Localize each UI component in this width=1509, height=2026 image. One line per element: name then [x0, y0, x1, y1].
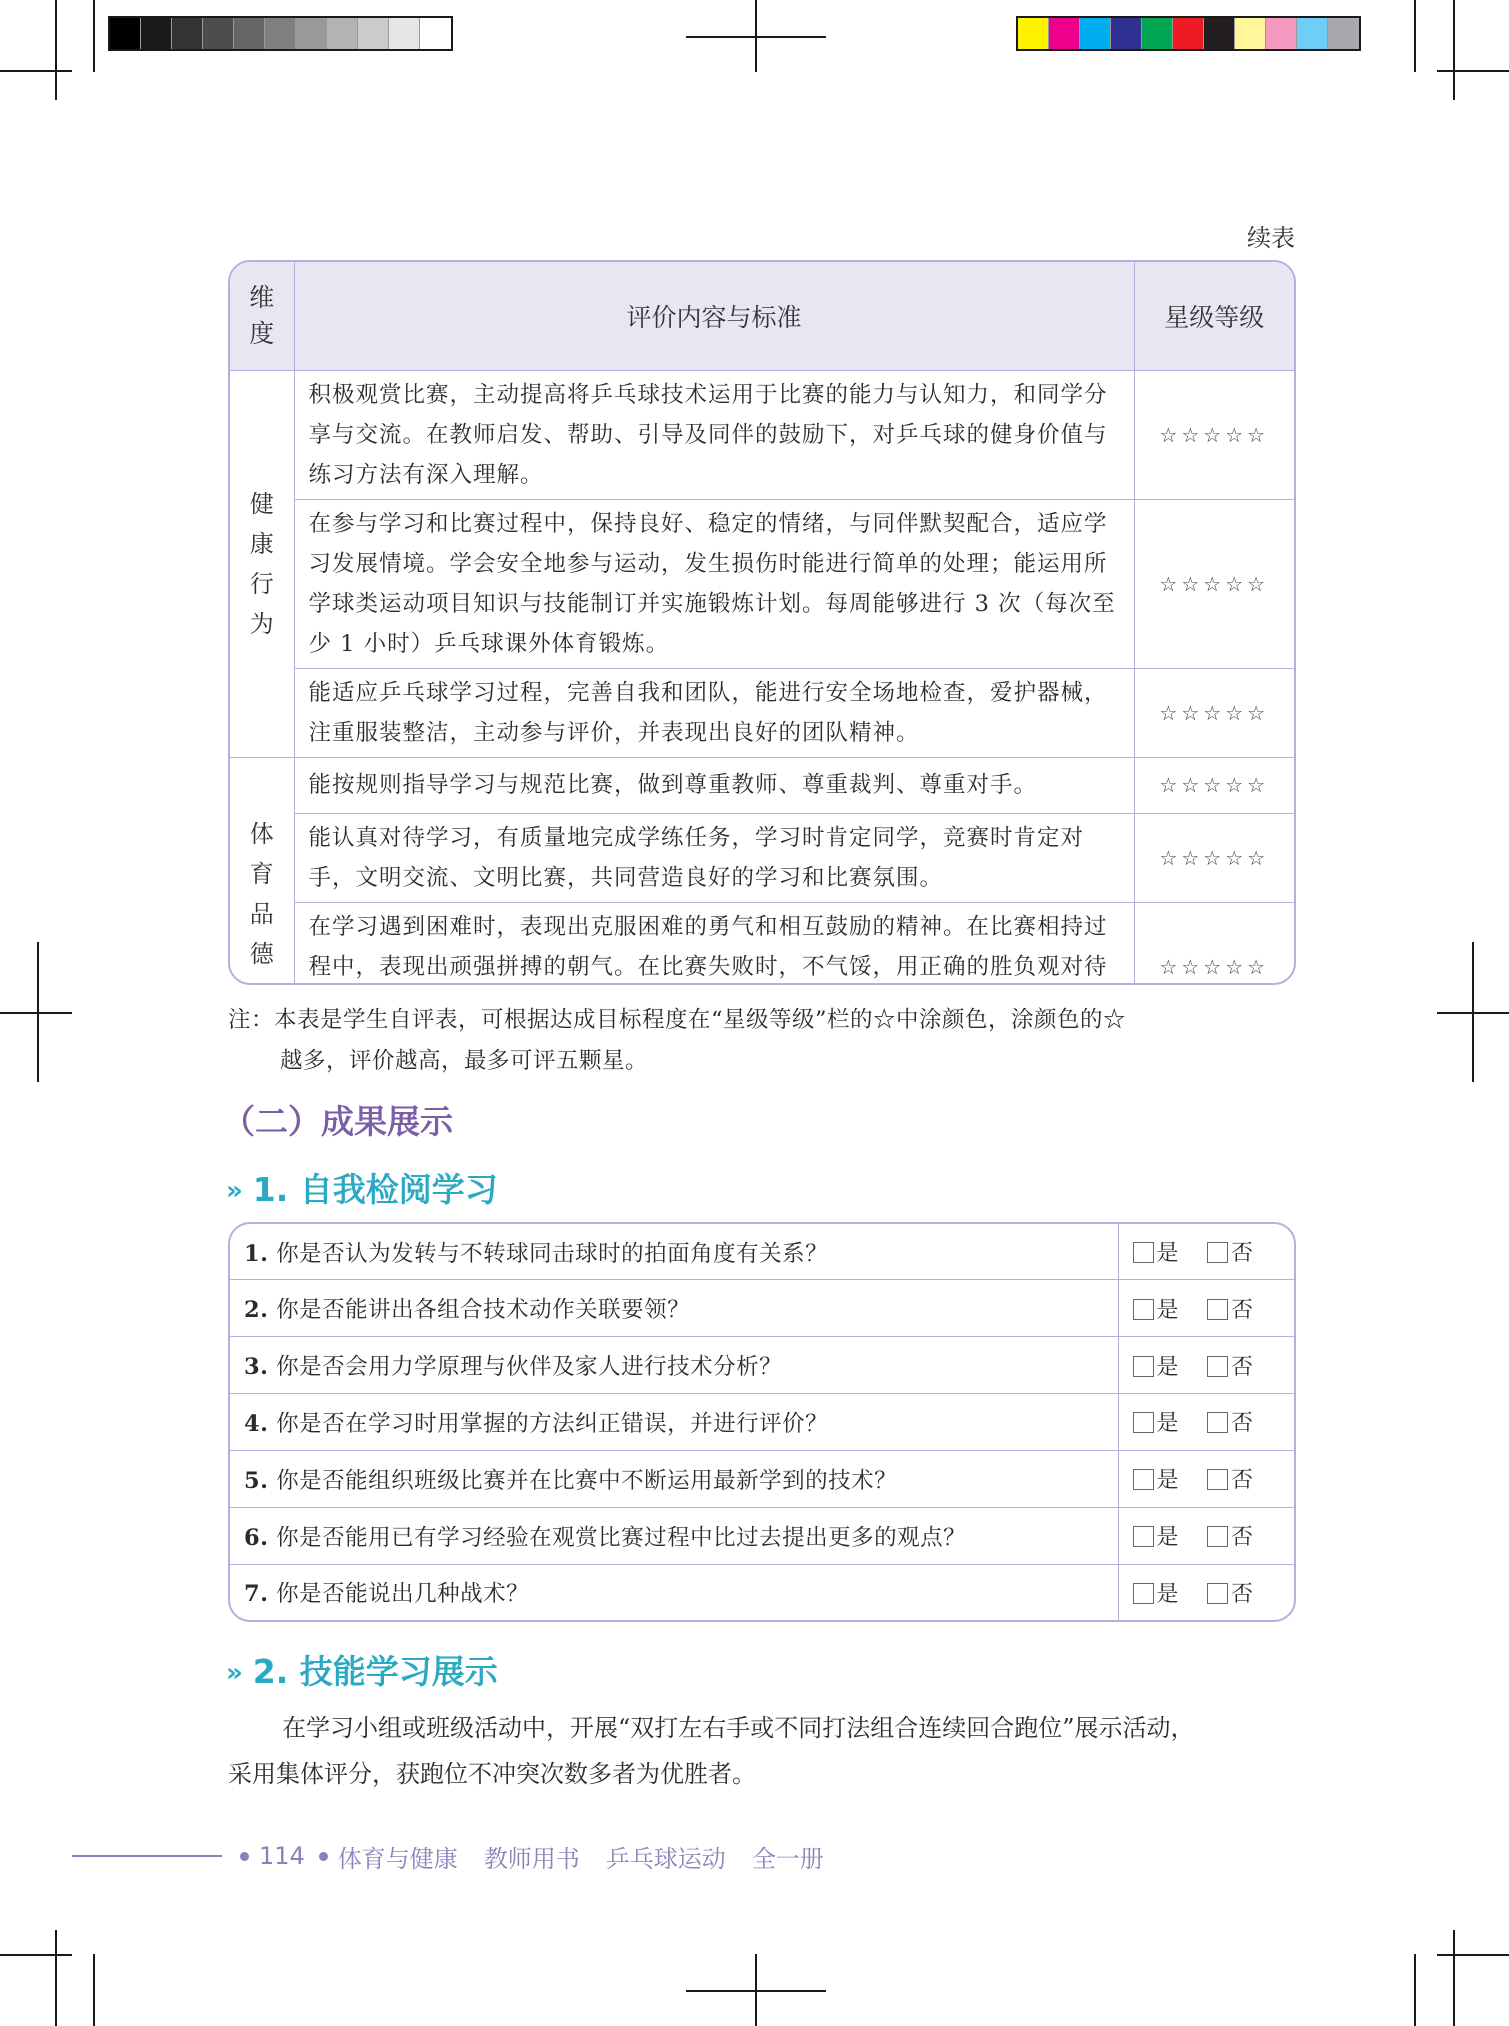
yes-option[interactable]	[1133, 1577, 1180, 1608]
question-number: 3.	[244, 1354, 269, 1381]
question-text: 你是否认为发转与不转球同击球时的拍面角度有关系？	[276, 1240, 829, 1267]
answer-cell	[1118, 1337, 1294, 1394]
checkbox-yes[interactable]	[1133, 1412, 1154, 1433]
table-row	[230, 902, 1294, 985]
checkbox-yes[interactable]	[1133, 1583, 1154, 1604]
checkbox-no[interactable]	[1207, 1299, 1228, 1320]
no-option[interactable]	[1207, 1520, 1254, 1551]
color-calibration-bar	[1016, 16, 1361, 51]
color-swatch	[203, 18, 234, 49]
criteria-text: 能按规则指导学习与规范比赛，做到尊重教师、尊重裁判、尊重对手。	[294, 757, 1134, 813]
criteria-text: 在学习遇到困难时，表现出克服困难的勇气和相互鼓励的精神。在比赛相持过程中，表现出顽强拼搏的朝气。在比赛失败时，不气馁，用正确的胜负观对待	[294, 902, 1134, 985]
color-swatch	[1111, 18, 1142, 49]
no-option[interactable]	[1207, 1236, 1254, 1267]
question-row	[230, 1224, 1294, 1280]
color-swatch	[1204, 18, 1235, 49]
page-number: 114	[259, 1842, 305, 1870]
table-row	[230, 370, 1294, 499]
yes-label: 是	[1156, 1354, 1180, 1380]
answer-cell	[1118, 1224, 1294, 1280]
subsection-title-skill-show	[226, 1646, 498, 1693]
color-swatch	[1328, 18, 1359, 49]
footer-volume: 全一册	[751, 1844, 824, 1873]
question-number: 2.	[244, 1297, 269, 1324]
table-row	[230, 499, 1294, 668]
question-cell	[230, 1564, 1118, 1620]
no-option[interactable]	[1207, 1406, 1254, 1437]
color-swatch	[358, 18, 389, 49]
criteria-text: 能适应乒乓球学习过程，完善自我和团队，能进行安全场地检查，爱护器械，注重服装整洁，主动参与评价，并表现出良好的团队精神。	[294, 668, 1134, 757]
question-row	[230, 1564, 1294, 1620]
checkbox-no[interactable]	[1207, 1583, 1228, 1604]
color-swatch	[172, 18, 203, 49]
question-cell	[230, 1280, 1118, 1337]
subsection-title-text: 1. 自我检阅学习	[252, 1170, 498, 1209]
no-option[interactable]	[1207, 1293, 1254, 1324]
paragraph-line-1: 在学习小组或班级活动中，开展“双打左右手或不同打法组合连续回合跑位”展示活动，	[282, 1714, 1195, 1742]
color-swatch	[1235, 18, 1266, 49]
no-label: 否	[1231, 1525, 1254, 1551]
header-dimension: 维度	[230, 262, 294, 370]
question-text: 你是否能说出几种战术？	[276, 1581, 530, 1608]
yes-label: 是	[1156, 1241, 1180, 1267]
question-row	[230, 1450, 1294, 1507]
criteria-text: 能认真对待学习，有质量地完成学练任务，学习时肯定同学，竞赛时肯定对手，文明交流、文明比赛，共同营造良好的学习和比赛氛围。	[294, 813, 1134, 902]
section-title: （二）成果展示	[222, 1102, 453, 1141]
color-swatch	[296, 18, 327, 49]
checkbox-no[interactable]	[1207, 1412, 1228, 1433]
color-swatch	[1049, 18, 1080, 49]
footer-kind: 教师用书	[483, 1844, 580, 1873]
checkbox-yes[interactable]	[1133, 1299, 1154, 1320]
continued-table-label: 续表	[1247, 224, 1295, 252]
answer-cell	[1118, 1394, 1294, 1451]
table-row	[230, 813, 1294, 902]
note-line-1: 注：本表是学生自评表，可根据达成目标程度在“星级等级”栏的☆中涂颜色，涂颜色的☆	[228, 1007, 1127, 1033]
star-rating[interactable]: ☆☆☆☆☆	[1134, 370, 1294, 499]
criteria-text: 在参与学习和比赛过程中，保持良好、稳定的情绪，与同伴默契配合，适应学习发展情境。学会安全地参与运动，发生损伤时能进行简单的处理；能运用所学球类运动项目知识与技能制订并实施锻炼计划。每周能够进行 3 次（每次至少 1 小时）乒乓球课外体育锻炼。	[294, 499, 1134, 668]
yes-option[interactable]	[1133, 1236, 1180, 1267]
table-row	[230, 668, 1294, 757]
dimension-sports-ethics: 体育品德	[230, 757, 294, 985]
self-check-table	[228, 1222, 1296, 1622]
footer-book: 体育与健康	[337, 1844, 458, 1873]
question-cell	[230, 1450, 1118, 1507]
yes-label: 是	[1156, 1297, 1180, 1323]
grayscale-calibration-bar	[108, 16, 453, 51]
checkbox-yes[interactable]	[1133, 1526, 1154, 1547]
question-number: 5.	[244, 1467, 269, 1494]
activity-paragraph	[228, 1705, 1303, 1797]
subsection-title-self-review	[226, 1164, 498, 1211]
chevron-right-icon: »	[226, 1658, 243, 1688]
question-cell	[230, 1337, 1118, 1394]
color-swatch	[1142, 18, 1173, 49]
answer-cell	[1118, 1280, 1294, 1337]
header-content: 评价内容与标准	[294, 262, 1134, 370]
yes-option[interactable]	[1133, 1520, 1180, 1551]
question-text: 你是否能用已有学习经验在观赏比赛过程中比过去提出更多的观点？	[276, 1524, 967, 1551]
color-swatch	[110, 18, 141, 49]
yes-option[interactable]	[1133, 1463, 1180, 1494]
question-row	[230, 1394, 1294, 1451]
evaluation-table-header	[230, 262, 1294, 370]
question-row	[230, 1507, 1294, 1564]
footer-dot	[319, 1852, 328, 1861]
no-label: 否	[1231, 1581, 1254, 1607]
star-rating[interactable]: ☆☆☆☆☆	[1134, 757, 1294, 813]
criteria-text: 积极观赏比赛，主动提高将乒乓球技术运用于比赛的能力与认知力，和同学分享与交流。在教师启发、帮助、引导及同伴的鼓励下，对乒乓球的健身价值与练习方法有深入理解。	[294, 370, 1134, 499]
yes-label: 是	[1156, 1581, 1180, 1607]
footer-dot	[240, 1852, 249, 1861]
checkbox-no[interactable]	[1207, 1356, 1228, 1377]
subsection-title-text: 2. 技能学习展示	[252, 1652, 498, 1691]
header-stars: 星级等级	[1134, 262, 1294, 370]
no-option[interactable]	[1207, 1463, 1254, 1494]
color-swatch	[1266, 18, 1297, 49]
footer-rule	[72, 1855, 222, 1857]
no-label: 否	[1231, 1411, 1254, 1437]
answer-cell	[1118, 1564, 1294, 1620]
checkbox-yes[interactable]	[1133, 1356, 1154, 1377]
color-swatch	[1297, 18, 1328, 49]
question-number: 6.	[244, 1524, 269, 1551]
yes-label: 是	[1156, 1525, 1180, 1551]
checkbox-no[interactable]	[1207, 1469, 1228, 1490]
question-text: 你是否能组织班级比赛并在比赛中不断运用最新学到的技术？	[276, 1467, 898, 1494]
yes-option[interactable]	[1133, 1293, 1180, 1324]
question-cell	[230, 1224, 1118, 1280]
question-number: 7.	[244, 1581, 269, 1608]
question-number: 4.	[244, 1410, 269, 1437]
evaluation-table	[228, 260, 1296, 985]
yes-option[interactable]	[1133, 1406, 1180, 1437]
paragraph-line-2: 采用集体评分，获跑位不冲突次数多者为优胜者。	[228, 1760, 756, 1788]
question-row	[230, 1337, 1294, 1394]
star-rating[interactable]: ☆☆☆☆☆	[1134, 813, 1294, 902]
color-swatch	[265, 18, 296, 49]
question-cell	[230, 1507, 1118, 1564]
page-footer	[72, 1838, 850, 1874]
no-label: 否	[1231, 1241, 1254, 1267]
note-line-2: 越多，评价越高，最多可评五颗星。	[280, 1048, 649, 1074]
color-swatch	[389, 18, 420, 49]
question-text: 你是否能讲出各组合技术动作关联要领？	[276, 1297, 691, 1324]
color-swatch	[1018, 18, 1049, 49]
checkbox-yes[interactable]	[1133, 1469, 1154, 1490]
yes-option[interactable]	[1133, 1350, 1180, 1381]
no-option[interactable]	[1207, 1350, 1254, 1381]
star-rating[interactable]: ☆☆☆☆☆	[1134, 902, 1294, 985]
answer-cell	[1118, 1450, 1294, 1507]
question-text: 你是否会用力学原理与伙伴及家人进行技术分析？	[276, 1354, 783, 1381]
color-swatch	[141, 18, 172, 49]
no-option[interactable]	[1207, 1577, 1254, 1608]
chevron-right-icon: »	[226, 1176, 243, 1206]
no-label: 否	[1231, 1468, 1254, 1494]
table-row	[230, 757, 1294, 813]
star-rating[interactable]: ☆☆☆☆☆	[1134, 668, 1294, 757]
question-cell	[230, 1394, 1118, 1451]
color-swatch	[327, 18, 358, 49]
answer-cell	[1118, 1507, 1294, 1564]
color-swatch	[420, 18, 451, 49]
color-swatch	[234, 18, 265, 49]
no-label: 否	[1231, 1354, 1254, 1380]
color-swatch	[1173, 18, 1204, 49]
checkbox-no[interactable]	[1207, 1242, 1228, 1263]
question-text: 你是否在学习时用掌握的方法纠正错误，并进行评价？	[276, 1410, 829, 1437]
question-number: 1.	[244, 1240, 269, 1267]
yes-label: 是	[1156, 1411, 1180, 1437]
footer-subject: 乒乓球运动	[605, 1844, 726, 1873]
table-note	[228, 1000, 1303, 1082]
color-swatch	[1080, 18, 1111, 49]
checkbox-yes[interactable]	[1133, 1242, 1154, 1263]
star-rating[interactable]: ☆☆☆☆☆	[1134, 499, 1294, 668]
checkbox-no[interactable]	[1207, 1526, 1228, 1547]
dimension-health-behavior: 健康行为	[230, 370, 294, 757]
yes-label: 是	[1156, 1468, 1180, 1494]
no-label: 否	[1231, 1297, 1254, 1323]
question-row	[230, 1280, 1294, 1337]
